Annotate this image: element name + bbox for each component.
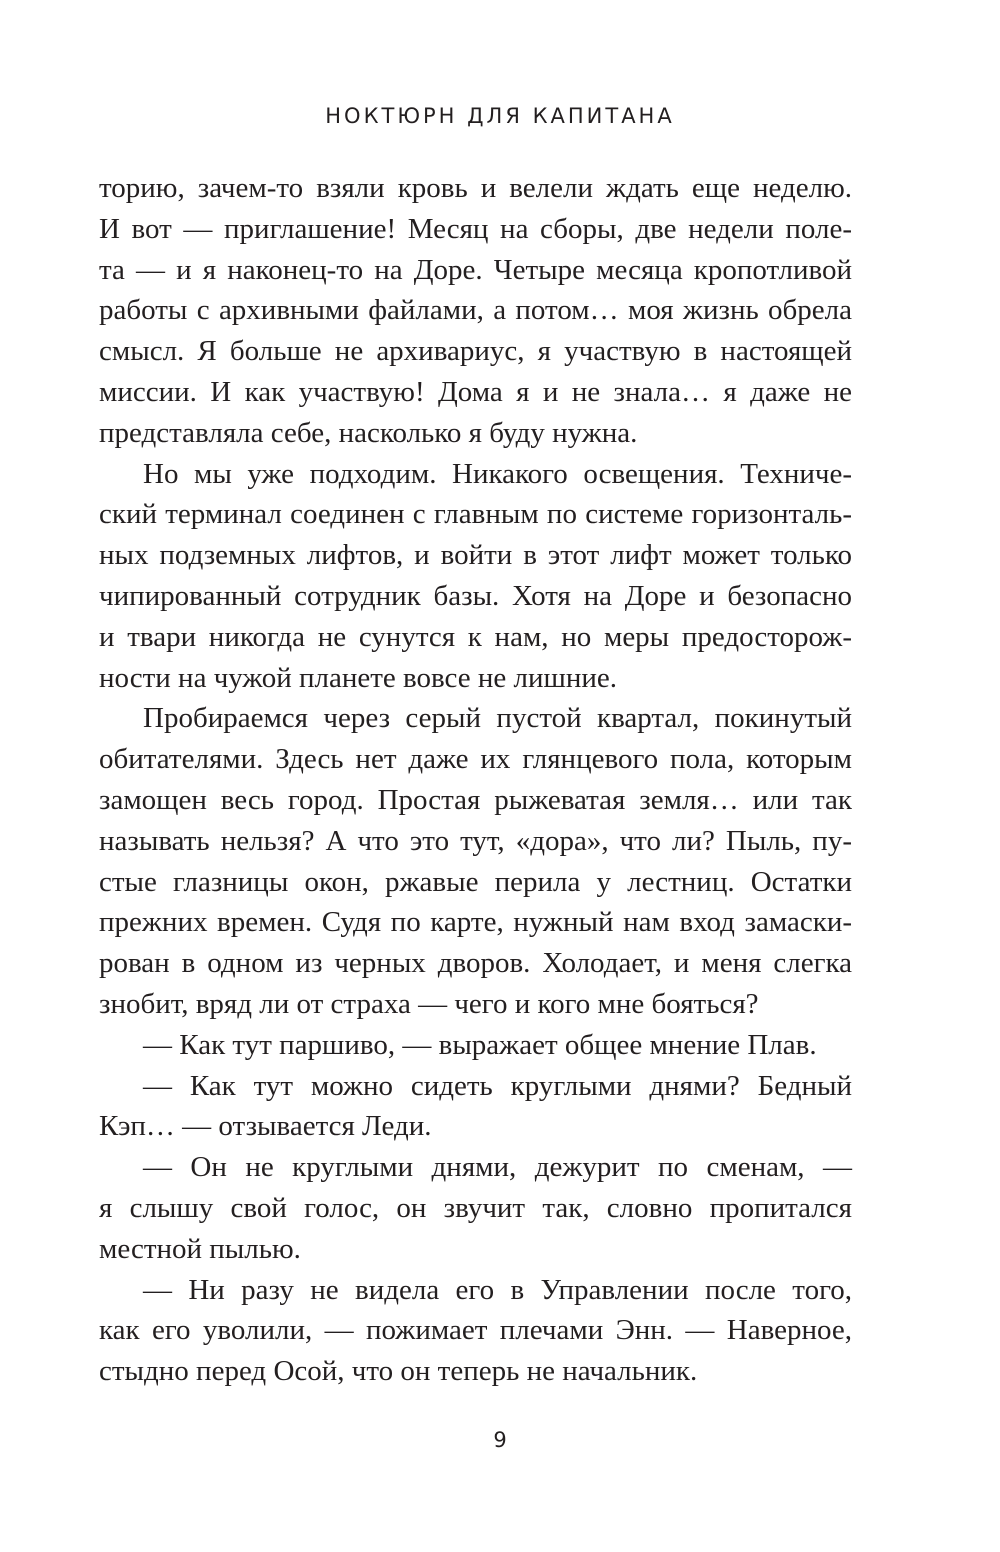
text-line: стые глазницы окон, ржавые перила у лестниц. Остатки: [99, 866, 852, 898]
text-line: обитателями. Здесь нет даже их глянцевого пола, которым: [99, 743, 852, 775]
text-line: смысл. Я больше не архивариус, я участвую в настоящей: [99, 335, 852, 367]
text-line: чипированный сотрудник базы. Хотя на Доре и безопасно: [99, 580, 852, 612]
text-line: — Он не круглыми днями, дежурит по сменам, —: [143, 1151, 852, 1183]
running-head: НОКТЮРН ДЛЯ КАПИТАНА: [325, 104, 675, 128]
page-number: 9: [493, 1428, 507, 1452]
text-line: местной пылью.: [99, 1233, 301, 1265]
text-line: торию, зачем-то взяли кровь и велели ждать еще неделю.: [99, 172, 852, 204]
text-line: Кэп… — отзывается Леди.: [99, 1110, 432, 1142]
text-line: работы с архивными файлами, а потом… моя жизнь обрела: [99, 294, 852, 326]
text-line: замощен весь город. Простая рыжеватая земля… или так: [99, 784, 852, 816]
text-line: миссии. И как участвую! Дома я и не знала… я даже не: [99, 376, 852, 408]
text-line: Но мы уже подходим. Никакого освещения. Техниче-: [143, 458, 852, 490]
text-line: я слышу свой голос, он звучит так, словно пропитался: [99, 1192, 852, 1224]
text-line: и твари никогда не сунутся к нам, но меры предосторож-: [99, 621, 852, 653]
text-line: — Как тут паршиво, — выражает общее мнение Плав.: [143, 1029, 817, 1061]
text-line: И вот — приглашение! Месяц на сборы, две недели поле-: [99, 213, 852, 245]
text-line: — Ни разу не видела его в Управлении после того,: [143, 1274, 852, 1306]
text-line: та — и я наконец-то на Доре. Четыре месяца кропотливой: [99, 254, 852, 286]
text-line: ский терминал соединен с главным по системе горизонталь-: [99, 498, 852, 530]
text-line: представляла себе, насколько я буду нужна.: [99, 417, 638, 449]
text-line: — Как тут можно сидеть круглыми днями? Бедный: [143, 1070, 852, 1102]
text-line: прежних времен. Судя по карте, нужный нам вход замаски-: [99, 906, 852, 938]
text-line: как его уволили, — пожимает плечами Энн. — Наверное,: [99, 1314, 852, 1346]
text-line: ности на чужой планете вовсе не лишние.: [99, 662, 618, 694]
text-line: знобит, вряд ли от страха — чего и кого мне бояться?: [99, 988, 759, 1020]
text-line: рован в одном из черных дворов. Холодает, и меня слегка: [99, 947, 852, 979]
text-line: Пробираемся через серый пустой квартал, покинутый: [143, 702, 852, 734]
text-line: стыдно перед Осой, что он теперь не начальник.: [99, 1355, 698, 1387]
text-line: называть нельзя? А что это тут, «дора», что ли? Пыль, пу-: [99, 825, 852, 857]
text-line: ных подземных лифтов, и войти в этот лифт может только: [99, 539, 852, 571]
